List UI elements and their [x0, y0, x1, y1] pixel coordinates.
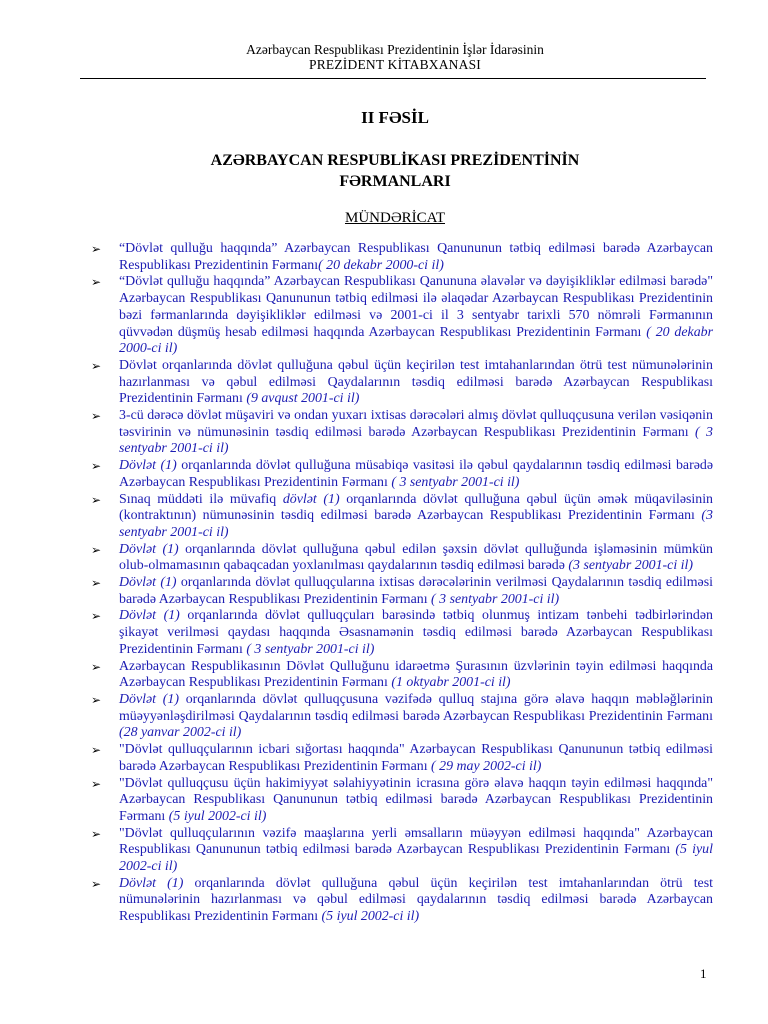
- arrow-bullet-icon: ➢: [91, 692, 102, 707]
- arrow-bullet-icon: ➢: [91, 659, 102, 674]
- toc-item[interactable]: [91, 742, 713, 775]
- toc-item-text: [119, 876, 713, 924]
- section-title: [0, 150, 768, 192]
- arrow-bullet-icon: ➢: [91, 542, 102, 557]
- toc-item-date: (5 iyul 2002-ci il): [165, 808, 267, 824]
- toc-item[interactable]: [91, 692, 713, 742]
- toc-item[interactable]: [91, 659, 713, 692]
- toc-item-body: Sınaq müddəti ilə müvafiq: [119, 491, 283, 507]
- toc-item-date: (3 sentyabr 2001-ci il): [564, 558, 693, 574]
- arrow-bullet-icon: ➢: [91, 275, 102, 290]
- toc-item-body: orqanlarında dövlət qulluqçuları barəsində tətbiq olunmuş intizam tənbehi tədbirlərindən şikayət verilməsi qaydası haqqında Əsasnamənin təsdiq edilməsi barədə Azərbaycan Respublikası Prezidentinin Fərmanı: [119, 608, 713, 657]
- arrow-bullet-icon: ➢: [91, 492, 102, 507]
- toc-item-prefix: Dövlət (1): [119, 608, 180, 624]
- toc-item-text: [119, 575, 713, 607]
- toc-item-text: [119, 776, 713, 824]
- arrow-bullet-icon: ➢: [91, 576, 102, 591]
- toc-item-date: (1 oktyabr 2001-ci il): [387, 675, 511, 691]
- toc-item-text: [119, 241, 713, 273]
- toc-item-text: [119, 542, 713, 574]
- arrow-bullet-icon: ➢: [91, 876, 102, 891]
- toc-item-text: [119, 274, 713, 356]
- toc-item[interactable]: [91, 876, 713, 926]
- chapter-heading: II FƏSİL: [361, 108, 429, 127]
- toc-item-text: [119, 608, 713, 656]
- toc-item[interactable]: [91, 458, 713, 491]
- toc-item[interactable]: [91, 776, 713, 826]
- toc-item-body: orqanlarında dövlət qulluqçularına ixtisas dərəcələrinin verilməsi Qaydalarının təsdiq edilməsi barədə Azərbaycan Respublikası Prezidentinin Fərmanı: [119, 575, 713, 607]
- toc-item-body: "Dövlət qulluqçularının vəzifə maaşlarına yerli əmsalların müəyyən edilməsi haqqında" Azərbaycan Respublikası Qanununun tətbiq edilməsi barədə Azərbaycan Respublikası Prezidentinin Fərmanı: [119, 825, 713, 858]
- toc-item-date: (5 iyul 2002-ci il): [318, 909, 420, 925]
- toc-item-body: 3-cü dərəcə dövlət müşaviri və ondan yuxarı ixtisas dərəcələri almış dövlət qulluqçusuna verilən vəsiqənin təsvirinin və nümunəsinin təsdiq edilməsi barədə Azərbaycan Respublikası Prezidentinin Fərmanı: [119, 408, 713, 440]
- section-title-line-1: AZƏRBAYCAN RESPUBLİKASI PREZİDENTİNİN: [210, 152, 580, 169]
- toc-list: [91, 241, 713, 926]
- toc-item[interactable]: [91, 241, 713, 274]
- toc-item-date: (5 iyul 2002-ci il): [119, 842, 713, 875]
- toc-item-prefix: Dövlət (1): [119, 691, 179, 707]
- toc-item-body: orqanlarında dövlət qulluğuna qəbul edilən şəxsin dövlət qulluğunda işləməsinin mümkün olub-olmamasının qabaqcadan yoxlanılması qaydalarının təsdiq edilməsi barədə: [119, 541, 713, 574]
- arrow-bullet-icon: ➢: [91, 826, 102, 841]
- toc-item[interactable]: [91, 492, 713, 542]
- toc-item-text: [119, 492, 713, 540]
- toc-item-date: ( 29 may 2002-ci il): [427, 758, 542, 774]
- toc-item-body: "Dövlət qulluqçularının icbari sığortası haqqında" Azərbaycan Respublikası Qanununun tətbiq edilməsi barədə Azərbaycan Respublikası Prezidentinin Fərmanı: [119, 742, 713, 774]
- toc-item[interactable]: [91, 408, 713, 458]
- page-number: 1: [700, 966, 707, 981]
- toc-item-date: ( 20 dekabr 2000-ci il): [119, 324, 713, 357]
- toc-item-prefix: Dövlət (1): [119, 541, 179, 557]
- toc-item-text: [119, 408, 713, 456]
- toc-item-date: (28 yanvar 2002-ci il): [119, 725, 242, 741]
- toc-item-text: [119, 742, 713, 774]
- arrow-bullet-icon: ➢: [91, 459, 102, 474]
- arrow-bullet-icon: ➢: [91, 609, 102, 624]
- toc-item[interactable]: [91, 575, 713, 608]
- toc-item-mid: dövlət (1): [282, 491, 340, 507]
- toc-item-prefix: Dövlət (1): [119, 458, 177, 474]
- toc-item-body: Dövlət orqanlarında dövlət qulluğuna qəbul üçün keçirilən test imtahanlarından ötrü test nümunələrinin hazırlanması və qəbul edilməsi Qaydalarının təsdiq edilməsi barədə Azərbaycan Respublikası Prezidentinin Fərmanı: [119, 357, 713, 407]
- toc-item-text: [119, 659, 713, 691]
- toc-item-body: orqanlarında dövlət qulluğuna müsabiqə vasitəsi ilə qəbul qaydalarının təsdiq edilməsi barədə Azərbaycan Respublikası Prezidentinin Fərmanı: [119, 458, 714, 490]
- toc-item[interactable]: [91, 274, 713, 358]
- toc-item-date: ( 3 sentyabr 2001-ci il): [387, 474, 520, 490]
- header-line-1: Azərbaycan Respublikası Prezidentinin İşlər İdarəsinin: [246, 42, 544, 57]
- toc-item-prefix: Dövlət (1): [119, 575, 177, 591]
- toc-item-body: “Dövlət qulluğu haqqında” Azərbaycan Respublikası Qanununun tətbiq edilməsi barədə Azərbaycan Respublikası Prezidentinin Fərmanı: [119, 241, 713, 273]
- toc-heading: MÜNDƏRİCAT: [344, 210, 445, 226]
- toc-item-text: [119, 692, 713, 740]
- arrow-bullet-icon: ➢: [91, 409, 102, 424]
- toc-item-body: “Dövlət qulluğu haqqında” Azərbaycan Respublikası Qanununa əlavələr və dəyişikliklər edilməsi barədə" Azərbaycan Respublikası Qanununun tətbiq edilməsi ilə əlaqədar Azərbaycan Respublikası Prezidentinin bəzi fərmanlarında dəyişikliklər edilməsi və 2001-ci il 3 sentyabr tarixli 570 nömrəli Fərmanının qüvvədən düşmüş hesab edilməsi haqqında Azərbaycan Respublikası Prezidentinin Fərmanı: [119, 274, 713, 340]
- toc-item[interactable]: [91, 826, 713, 876]
- toc-item-body: orqanlarında dövlət qulluqçusuna vəzifədə qulluq stajına görə əlavə haqqın məbləğlərinin müəyyənləşdirilməsi Qaydalarının təsdiq edilməsi barədə Azərbaycan Respublikası Prezidentinin Fərmanı: [119, 691, 713, 724]
- arrow-bullet-icon: ➢: [91, 358, 102, 373]
- arrow-bullet-icon: ➢: [91, 743, 102, 758]
- toc-item-text: [119, 826, 713, 874]
- toc-item[interactable]: [91, 358, 713, 408]
- toc-item-body: Azərbaycan Respublikasının Dövlət Qulluğunu idarəetmə Şurasının üzvlərinin təyin edilməsi haqqında Azərbaycan Respublikası Prezidentinin Fərmanı: [119, 658, 713, 691]
- toc-item-date: ( 20 dekabr 2000-ci il): [318, 257, 444, 273]
- toc-item[interactable]: [91, 608, 713, 658]
- toc-item[interactable]: [91, 542, 713, 575]
- toc-item-date: (3 sentyabr 2001-ci il): [119, 508, 714, 540]
- arrow-bullet-icon: ➢: [91, 776, 102, 791]
- toc-item-text: [119, 458, 713, 490]
- toc-item-body-2: orqanlarında dövlət qulluğuna qəbul üçün əmək müqaviləsinin (kontraktının) nümunəsinin təsdiq edilməsi barədə Azərbaycan Respublikası Prezidentinin Fərmanı: [119, 491, 714, 524]
- header-divider: [80, 78, 706, 79]
- toc-item-text: [119, 358, 713, 406]
- toc-item-date: ( 3 sentyabr 2001-ci il): [427, 591, 560, 607]
- toc-item-date: (9 avqust 2001-ci il): [242, 391, 360, 407]
- section-title-line-2: FƏRMANLARI: [339, 173, 451, 190]
- arrow-bullet-icon: ➢: [91, 242, 102, 256]
- toc-item-date: ( 3 sentyabr 2001-ci il): [242, 641, 375, 657]
- toc-item-body: "Dövlət qulluqçusu üçün hakimiyyət səlahiyyətinin icrasına görə əlavə haqqın təyin edilməsi haqqında" Azərbaycan Respublikası Qanununun tətbiq edilməsi barədə Azərbaycan Respublikası Prezidentinin Fərmanı: [119, 775, 713, 824]
- toc-item-prefix: Dövlət (1): [119, 875, 184, 891]
- header-line-2: PREZİDENT KİTABXANASI: [309, 57, 481, 72]
- toc-item-body: orqanlarında dövlət qulluğuna qəbul üçün keçirilən test imtahanlarından ötrü test nümunələrinin hazırlanması və qəbul edilməsi qaydalarının təsdiq edilməsi barədə Azərbaycan Respublikası Prezidentinin Fərmanı: [119, 875, 713, 925]
- toc-item-date: ( 3 sentyabr 2001-ci il): [119, 424, 713, 457]
